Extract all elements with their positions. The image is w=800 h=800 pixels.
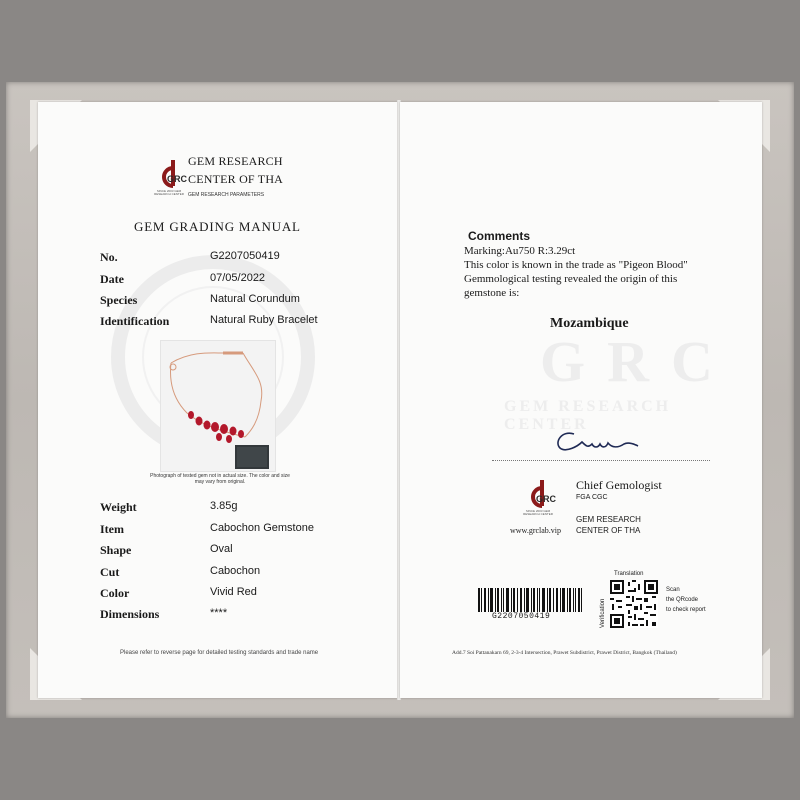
field-value: Cabochon Gemstone xyxy=(210,522,314,534)
document-title: GEM GRADING MANUAL xyxy=(134,219,301,234)
gemologist-org-line1: GEM RESEARCH xyxy=(576,515,641,524)
field-row-weight xyxy=(100,500,400,516)
verification-label: Verification xyxy=(600,598,606,628)
field-label: Species xyxy=(100,293,138,307)
field-label: Cut xyxy=(100,565,120,579)
logo-subtext: SINCE 2003 GEM RESEARCH CENTER xyxy=(154,189,184,196)
photo-caption: Photograph of tested gem not in actual size. The color and size may vary from original. xyxy=(150,473,290,485)
field-label: Date xyxy=(100,272,124,286)
logo-subtext: SINCE 2003 GEM RESEARCH CENTER xyxy=(523,509,553,516)
qr-code[interactable] xyxy=(610,580,658,628)
field-row-cut xyxy=(100,565,400,581)
field-row-no xyxy=(100,250,400,266)
barcode xyxy=(478,588,582,612)
field-value: Vivid Red xyxy=(210,586,257,598)
watermark-grc: GRC xyxy=(540,329,735,394)
gem-photo xyxy=(160,340,276,472)
right-page xyxy=(400,102,762,698)
field-value: G2207050419 xyxy=(210,250,280,262)
field-row-item xyxy=(100,522,400,538)
signature xyxy=(552,426,642,456)
barcode-bars xyxy=(478,588,582,612)
field-label: Color xyxy=(100,586,130,600)
field-row-date xyxy=(100,272,400,288)
field-label: Shape xyxy=(100,543,132,557)
field-value: Natural Corundum xyxy=(210,293,300,305)
comment-line-4: gemstone is: xyxy=(464,287,520,299)
field-value: Cabochon xyxy=(210,565,261,577)
comment-line-1: Marking:Au750 R:3.29ct xyxy=(464,245,576,257)
translation-label: Translation xyxy=(614,571,644,577)
comment-line-3: Gemmological testing revealed the origin of this xyxy=(464,273,678,285)
org-name-line2: CENTER OF THA xyxy=(188,172,284,186)
watermark-subtitle: GEM RESEARCH CENTER xyxy=(504,398,672,433)
field-label: Item xyxy=(100,522,124,536)
address: Add.7 Soi Pattanakarn 69, 2-3-4 Intersection, Prawet Subdistrict, Prawet District, Bangkok (Thailand) xyxy=(452,650,677,656)
field-row-color xyxy=(100,586,400,602)
signature-line xyxy=(492,460,710,461)
left-page xyxy=(38,102,398,698)
logo-text: GRC xyxy=(536,494,556,504)
field-label: Weight xyxy=(100,500,137,514)
comment-line-2: This color is known in the trade as "Pigeon Blood" xyxy=(464,259,688,271)
org-subtitle: GEM RESEARCH PARAMETERS xyxy=(188,192,265,198)
field-label: No. xyxy=(100,250,118,264)
field-value: 07/05/2022 xyxy=(210,272,266,284)
field-value: 3.85g xyxy=(210,500,238,512)
field-value: **** xyxy=(210,607,228,619)
grc-logo-right xyxy=(522,480,556,520)
qr-code-icon xyxy=(610,580,658,628)
footer-note: Please refer to reverse page for detailed testing standards and trade name xyxy=(120,650,319,656)
field-label: Identification xyxy=(100,314,170,328)
field-value: Natural Ruby Bracelet xyxy=(210,314,318,326)
field-row-dimensions xyxy=(100,607,400,623)
website: www.grclab.vip xyxy=(510,526,562,535)
ruby-bracelet-image xyxy=(161,341,275,471)
origin-country: Mozambique xyxy=(550,316,629,331)
qr-instruction-2: the QRcode xyxy=(666,597,699,603)
field-row-shape xyxy=(100,543,400,559)
logo-text: GRC xyxy=(167,174,187,184)
org-name-line1: GEM RESEARCH xyxy=(188,154,283,168)
comments-title: Comments xyxy=(468,229,531,243)
qr-instruction-3: to check report xyxy=(666,607,706,613)
qr-instruction-1: Scan xyxy=(666,587,680,593)
gemologist-org-line2: CENTER OF THA xyxy=(576,526,641,535)
field-row-species xyxy=(100,293,400,309)
field-row-identification xyxy=(100,314,400,330)
barcode-number: G2207050419 xyxy=(492,612,551,621)
field-value: Oval xyxy=(210,543,233,555)
field-label: Dimensions xyxy=(100,607,160,621)
gemologist-credentials: FGA CGC xyxy=(576,494,608,501)
grc-logo xyxy=(153,160,187,200)
gemologist-title: Chief Gemologist xyxy=(576,478,662,492)
